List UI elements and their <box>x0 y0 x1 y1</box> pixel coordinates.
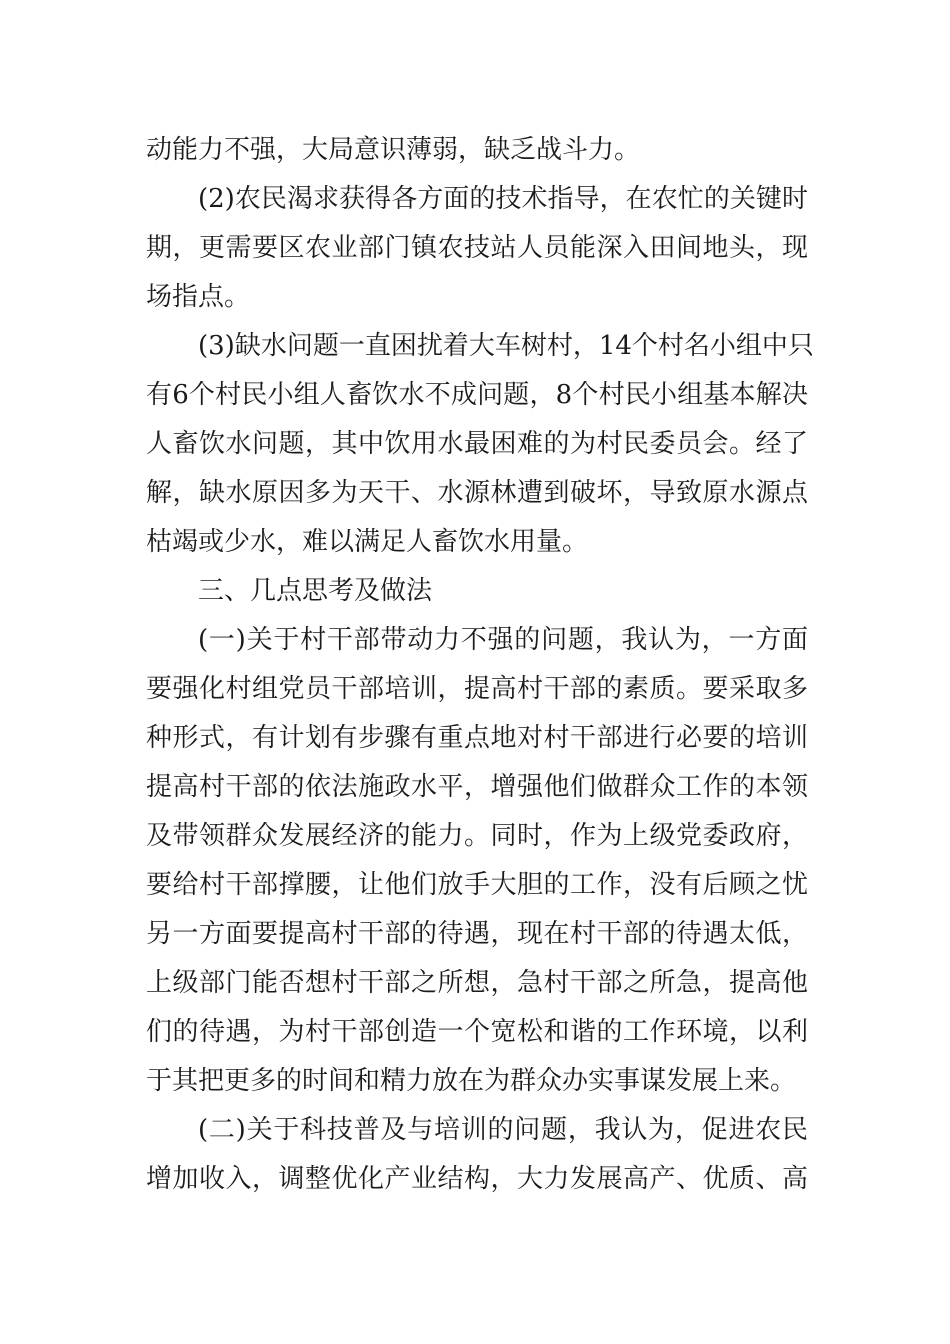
paragraph-line: 及带领群众发展经济的能力。同时，作为上级党委政府， <box>146 821 808 851</box>
paragraph-line: 解，缺水原因多为天干、水源林遭到破坏，导致原水源点 <box>146 478 808 508</box>
paragraph-line: 增加收入，调整优化产业结构，大力发展高产、优质、高 <box>146 1164 808 1194</box>
paragraph-line: 提高村干部的依法施政水平，增强他们做群众工作的本领 <box>146 772 808 802</box>
paragraph-line: 们的待遇，为村干部创造一个宽松和谐的工作环境，以利 <box>146 1017 808 1047</box>
document-body <box>146 126 814 1204</box>
paragraph-line: 有6个村民小组人畜饮水不成问题，8个村民小组基本解决 <box>146 380 808 410</box>
paragraph-line: (二)关于科技普及与培训的问题，我认为，促进农民 <box>198 1115 808 1145</box>
paragraph-line: 期，更需要区农业部门镇农技站人员能深入田间地头，现 <box>146 233 808 263</box>
section-heading: 三、几点思考及做法 <box>198 576 433 606</box>
paragraph-line: 要强化村组党员干部培训，提高村干部的素质。要采取多 <box>146 674 808 704</box>
paragraph-line: (一)关于村干部带动力不强的问题，我认为，一方面 <box>198 625 808 655</box>
paragraph-line: 要给村干部撑腰，让他们放手大胆的工作，没有后顾之忧 <box>146 870 808 900</box>
paragraph-line: 人畜饮水问题，其中饮用水最困难的为村民委员会。经了 <box>146 429 808 459</box>
paragraph-line: (2)农民渴求获得各方面的技术指导，在农忙的关键时 <box>198 184 808 214</box>
paragraph-line: 上级部门能否想村干部之所想，急村干部之所急，提高他 <box>146 968 808 998</box>
paragraph-line: 枯竭或少水，难以满足人畜饮水用量。 <box>146 527 589 557</box>
paragraph-line: 于其把更多的时间和精力放在为群众办实事谋发展上来。 <box>146 1066 797 1096</box>
paragraph-line: (3)缺水问题一直困扰着大车树村，14个村名小组中只 <box>198 331 814 361</box>
paragraph-line: 动能力不强，大局意识薄弱，缺乏战斗力。 <box>146 135 641 165</box>
paragraph-line: 种形式，有计划有步骤有重点地对村干部进行必要的培训 <box>146 723 808 753</box>
paragraph-line: 场指点。 <box>146 282 251 312</box>
paragraph-line: 另一方面要提高村干部的待遇，现在村干部的待遇太低， <box>146 919 808 949</box>
